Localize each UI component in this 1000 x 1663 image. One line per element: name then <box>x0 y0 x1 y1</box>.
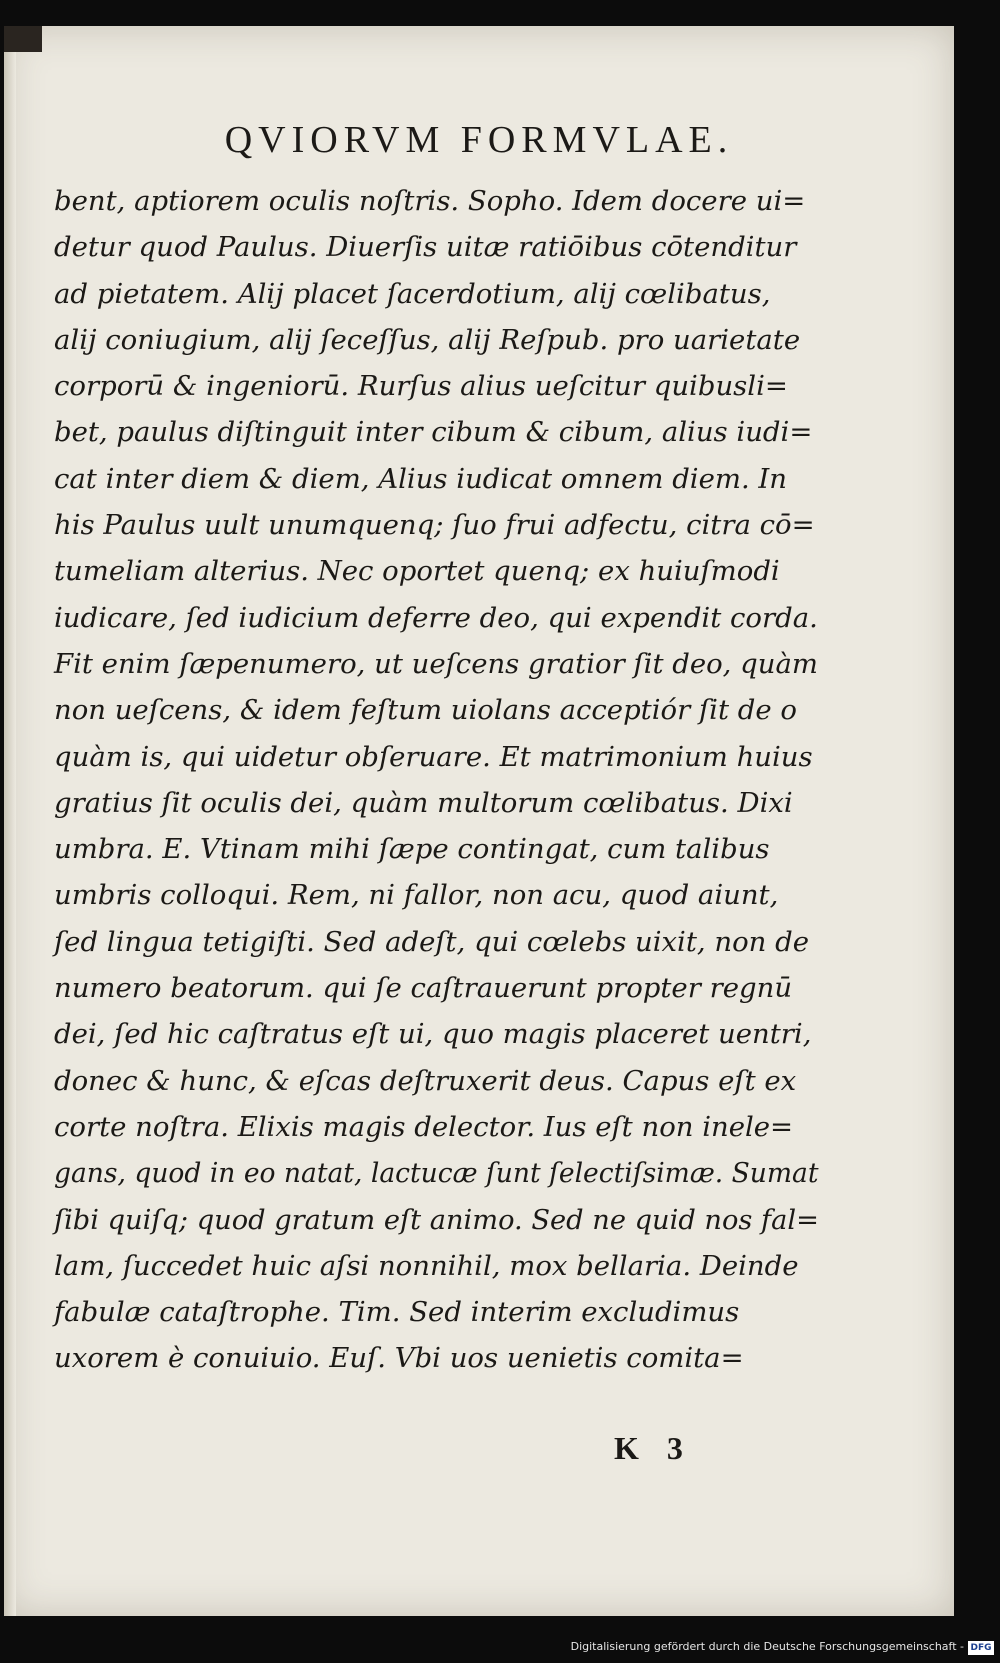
digitization-credit: Digitalisierung gefördert durch die Deutsche Forschungsgemeinschaft - <box>570 1640 964 1653</box>
text-line: uxorem è conuiuio. Euſ. Vbi uos uenietis comita= <box>54 1342 744 1375</box>
text-line: alij coniugium, alij ſeceſſus, alij Reſpub. pro uarietate <box>54 323 801 356</box>
text-line: numero beatorum. qui ſe caſtrauerunt propter regnū <box>54 972 793 1005</box>
text-line: ſibi quiſq; quod gratum eſt animo. Sed ne quid nos fal= <box>54 1203 819 1236</box>
text-line: his Paulus uult unumquenq; ſuo frui adfectu, citra cō= <box>54 509 815 542</box>
text-line: gratius ſit oculis dei, quàm multorum cœlibatus. Dixi <box>54 786 793 819</box>
text-line: quàm is, qui uidetur obſeruare. Et matrimonium huius <box>54 740 813 773</box>
text-line: ad pietatem. Alij placet ſacerdotium, alij cœlibatus, <box>54 277 771 310</box>
text-line: detur quod Paulus. Diuerſis uitæ ratiōibus cōtenditur <box>54 231 797 264</box>
book-page <box>4 26 954 1616</box>
text-line: dei, ſed hic caſtratus eſt ui, quo magis placeret uentri, <box>54 1018 812 1051</box>
text-line: ſed lingua tetigiſti. Sed adeſt, qui cœlebs uixit, non de <box>54 925 809 958</box>
text-line: corte noſtra. Elixis magis delector. Ius eſt non inele= <box>54 1110 794 1143</box>
page-gutter-shadow <box>4 26 16 1616</box>
text-line: iudicare, ſed iudicium deferre deo, qui expendit corda. <box>54 601 818 634</box>
dfg-logo-icon: DFG <box>968 1641 994 1655</box>
text-line: gans, quod in eo natat, lactucæ ſunt ſelectiſsimæ. Sumat <box>54 1157 819 1190</box>
text-line: umbra. E. Vtinam mihi ſæpe contingat, cum talibus <box>54 833 770 866</box>
text-line: umbris colloqui. Rem, ni fallor, non acu, quod aiunt, <box>54 879 779 912</box>
text-line: Fit enim ſæpenumero, ut ueſcens gratior ſit deo, quàm <box>54 647 818 680</box>
text-line: donec & hunc, & eſcas deſtruxerit deus. Capus eſt ex <box>54 1064 797 1097</box>
page-corner <box>4 26 42 52</box>
text-line: bent, aptiorem oculis noſtris. Sopho. Idem docere ui= <box>54 185 806 217</box>
text-line: fabulæ cataſtrophe. Tim. Sed interim excludimus <box>54 1296 740 1329</box>
running-head: QVIORVM FORMVLAE. <box>224 119 734 161</box>
text-line: tumeliam alterius. Nec oportet quenq; ex huiuſmodi <box>54 555 780 588</box>
text-line: corporū & ingeniorū. Rurſus alius ueſcitur quibusli= <box>54 370 788 403</box>
body-text <box>54 178 819 1382</box>
text-line: cat inter diem & diem, Alius iudicat omnem diem. In <box>54 462 788 495</box>
text-line: lam, ſuccedet huic aſsi nonnihil, mox bellaria. Deinde <box>54 1249 799 1282</box>
text-line: bet, paulus diſtinguit inter cibum & cibum, alius iudi= <box>54 416 813 449</box>
signature-mark: K 3 <box>614 1430 693 1466</box>
text-line: non ueſcens, & idem feſtum uiolans acceptiór ſit de o <box>54 694 797 727</box>
footer-bar <box>0 1627 1000 1663</box>
